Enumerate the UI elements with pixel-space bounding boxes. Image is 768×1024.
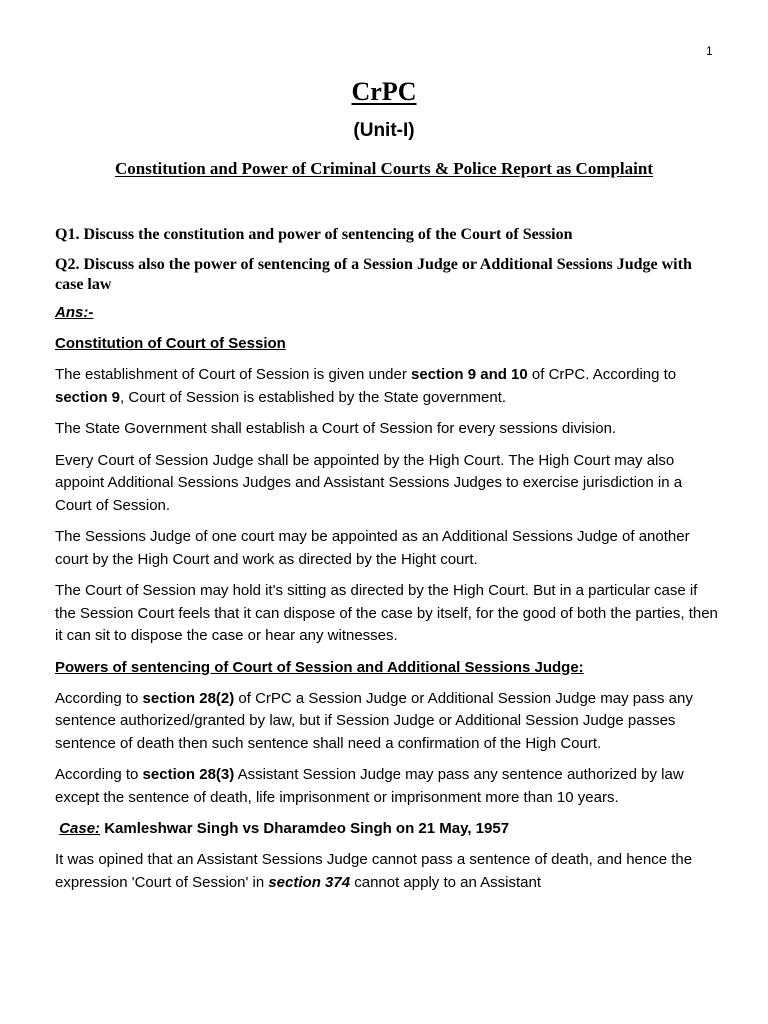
document-subtitle: Constitution and Power of Criminal Courts & Police Report as Complaint: [115, 159, 653, 178]
case-title: Kamleshwar Singh vs Dharamdeo Singh on 21 May, 1957: [100, 820, 510, 837]
page-number: 1: [706, 44, 713, 58]
text-segment: According to: [55, 689, 143, 707]
section-reference: section 28(3): [142, 766, 235, 783]
text-segment: of CrPC. According to: [527, 366, 677, 383]
section-heading-constitution: Constitution of Court of Session: [55, 335, 286, 352]
paragraph-establishment: [55, 364, 720, 409]
question-2: Q2. Discuss also the power of sentencing of a Session Judge or Additional Sessions Judge with case law: [55, 256, 692, 293]
section-heading-powers: Powers of sentencing of Court of Session and Additional Sessions Judge:: [55, 658, 584, 676]
answer-label: Ans:-: [55, 304, 94, 321]
document-title: CrPC: [351, 77, 417, 106]
question-1: Q1. Discuss the constitution and power of sentencing of the Court of Session: [55, 226, 573, 243]
text-segment: The establishment of Court of Session is given under: [55, 366, 412, 383]
text-segment: Assistant Session Judge may pass any sentence authorized by law except the sentence of death, life imprisonment or imprisonment more than 10 years.: [55, 766, 684, 806]
paragraph-case-opinion: [55, 849, 720, 894]
text-segment: cannot apply to an Assistant: [350, 873, 542, 891]
text-segment: It was opined that an Assistant Sessions Judge cannot pass a sentence of death, and hence the expression 'Court of Session' in: [55, 851, 693, 891]
text-segment: of CrPC a Session Judge or Additional Session Judge may pass any sentence authorized/granted by law, but if Session Judge or Additional Session Judge passes sentence of death then such sentence shall need a confirmation of the High Court.: [55, 689, 693, 752]
text-segment: According to: [55, 766, 143, 783]
paragraph-appointment: Every Court of Session Judge shall be appointed by the High Court. The High Court may also appoint Additional Sessions Judges and Assistant Sessions Judges to exercise jurisdiction in a Court of Session.: [55, 451, 683, 514]
paragraph-sitting: The Court of Session may hold it's sitting as directed by the High Court. But in a particular case if the Session Court feels that it can dispose of the case by itself, for the good of both the parties, then it can sit to dispose the case or hear any witnesses.: [55, 582, 718, 644]
section-reference: section 28(2): [142, 689, 235, 707]
document-body: [55, 225, 720, 903]
paragraph-section-28-2: [55, 688, 720, 756]
paragraph-state-government: The State Government shall establish a Court of Session for every sessions division.: [55, 420, 617, 437]
paragraph-section-28-3: [55, 764, 720, 809]
case-label: Case:: [59, 820, 101, 837]
section-reference: section 9: [55, 388, 121, 406]
section-reference: section 374: [268, 873, 351, 891]
case-line: [55, 818, 720, 840]
unit-label: (Unit-I): [353, 120, 415, 141]
section-reference: section 9 and 10: [411, 366, 528, 383]
text-segment: , Court of Session is established by the State government.: [120, 388, 507, 406]
paragraph-additional-judge: The Sessions Judge of one court may be appointed as an Additional Sessions Judge of another court by the High Court and work as directed by the Hight court.: [55, 528, 690, 568]
